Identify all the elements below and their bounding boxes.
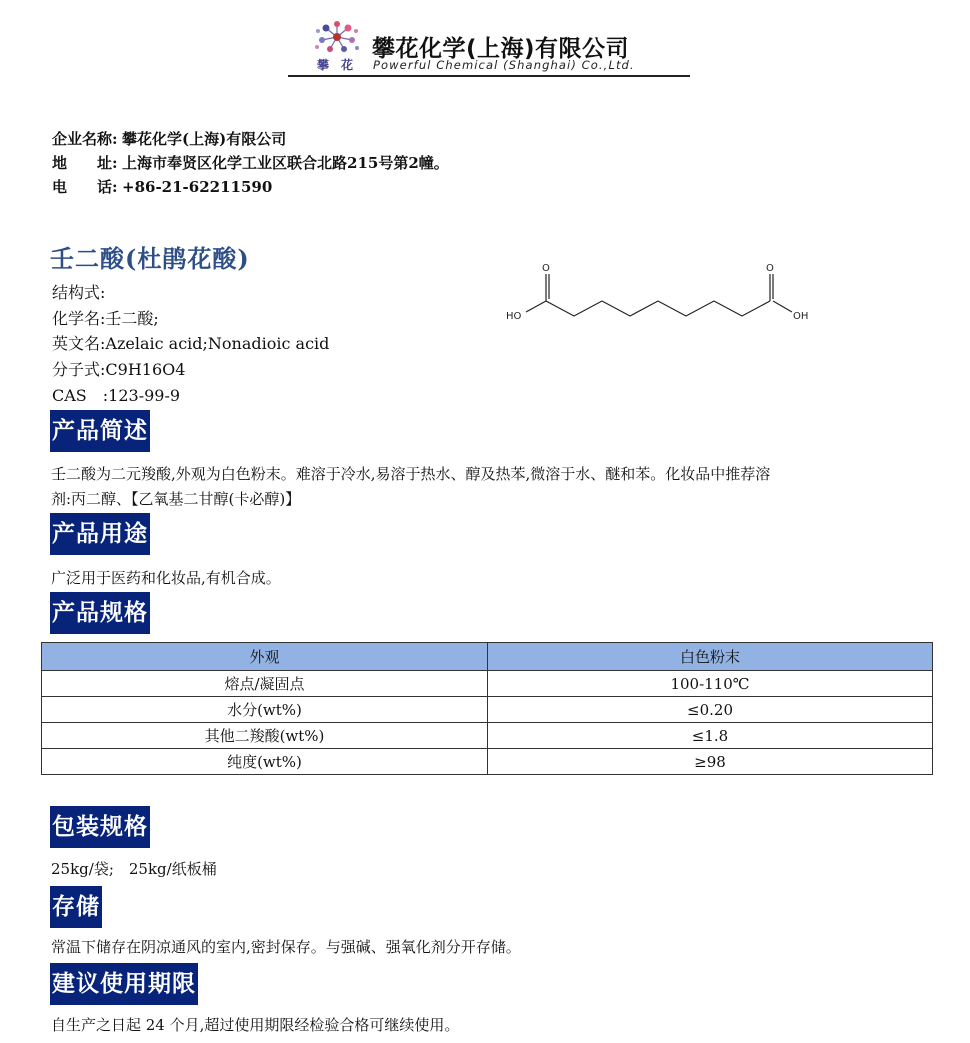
contact-company-row xyxy=(52,127,286,151)
table-row xyxy=(42,723,933,749)
contact-address-row xyxy=(52,151,449,175)
company-name-cn: 攀花化学(上海)有限公司 xyxy=(372,36,630,62)
spec-value: 100-110℃ xyxy=(488,671,933,697)
packaging-text: 25kg/袋; 25kg/纸板桶 xyxy=(51,860,217,878)
section-title-shelf-life: 建议使用期限 xyxy=(50,963,198,1005)
oxygen-label-right: O xyxy=(766,263,774,274)
section-title-spec: 产品规格 xyxy=(50,592,150,634)
table-row xyxy=(42,697,933,723)
contact-phone-label: 电 话: xyxy=(52,178,118,196)
spec-value: ≥98 xyxy=(488,749,933,775)
azelaic-acid-structure xyxy=(500,258,820,330)
contact-phone-row xyxy=(52,175,272,199)
molecular-formula: 分子式:C9H16O4 xyxy=(52,360,186,379)
spec-item: 水分(wt%) xyxy=(42,697,488,723)
spec-value: ≤0.20 xyxy=(488,697,933,723)
english-name: 英文名:Azelaic acid;Nonadioic acid xyxy=(52,334,330,353)
brief-text-line-1: 壬二酸为二元羧酸,外观为白色粉末。难溶于冷水,易溶于热水、醇及热苯,微溶于水、醚和苯。化妆品中推荐溶 xyxy=(51,465,771,483)
product-title: 壬二酸(杜鹃花酸) xyxy=(50,244,250,273)
section-title-packaging: 包装规格 xyxy=(50,806,150,848)
brief-text-line-2: 剂:丙二醇、【乙氧基二甘醇(卡必醇)】 xyxy=(51,490,301,508)
hydroxyl-label-left: HO xyxy=(506,311,522,322)
spec-table xyxy=(41,642,933,775)
spec-value: ≤1.8 xyxy=(488,723,933,749)
usage-text: 广泛用于医药和化妆品,有机合成。 xyxy=(51,569,281,587)
section-title-storage: 存储 xyxy=(50,886,102,928)
spec-value: 白色粉末 xyxy=(488,643,933,671)
contact-company-value: 攀花化学(上海)有限公司 xyxy=(122,130,287,148)
header-divider xyxy=(288,75,690,77)
spec-item: 其他二羧酸(wt%) xyxy=(42,723,488,749)
logo-char-1: 攀 xyxy=(317,58,330,72)
contact-address-label: 地 址: xyxy=(52,154,118,172)
molecule-logo-icon xyxy=(312,20,362,56)
logo-char-2: 花 xyxy=(341,58,354,72)
spec-item: 纯度(wt%) xyxy=(42,749,488,775)
contact-address-value: 上海市奉贤区化学工业区联合北路215号第2幢。 xyxy=(122,154,449,172)
spec-item: 熔点/凝固点 xyxy=(42,671,488,697)
oxygen-label-left: O xyxy=(542,263,550,274)
shelf-life-text: 自生产之日起 24 个月,超过使用期限经检验合格可继续使用。 xyxy=(51,1016,460,1034)
spec-item: 外观 xyxy=(42,643,488,671)
cas-number: CAS :123-99-9 xyxy=(52,386,181,405)
chemical-name: 化学名:壬二酸; xyxy=(52,309,159,328)
section-title-usage: 产品用途 xyxy=(50,513,150,555)
contact-phone-value: +86-21-62211590 xyxy=(122,178,273,196)
section-title-brief: 产品简述 xyxy=(50,410,150,452)
table-row xyxy=(42,749,933,775)
company-logo xyxy=(312,20,362,74)
company-name-en: Powerful Chemical (Shanghai) Co.,Ltd. xyxy=(373,58,635,72)
storage-text: 常温下储存在阴凉通风的室内,密封保存。与强碱、强氧化剂分开存储。 xyxy=(51,938,521,956)
table-row xyxy=(42,671,933,697)
structure-label: 结构式: xyxy=(52,283,106,302)
contact-company-label: 企业名称: xyxy=(52,130,118,148)
hydroxyl-label-right: OH xyxy=(793,311,809,322)
table-row xyxy=(42,643,933,671)
